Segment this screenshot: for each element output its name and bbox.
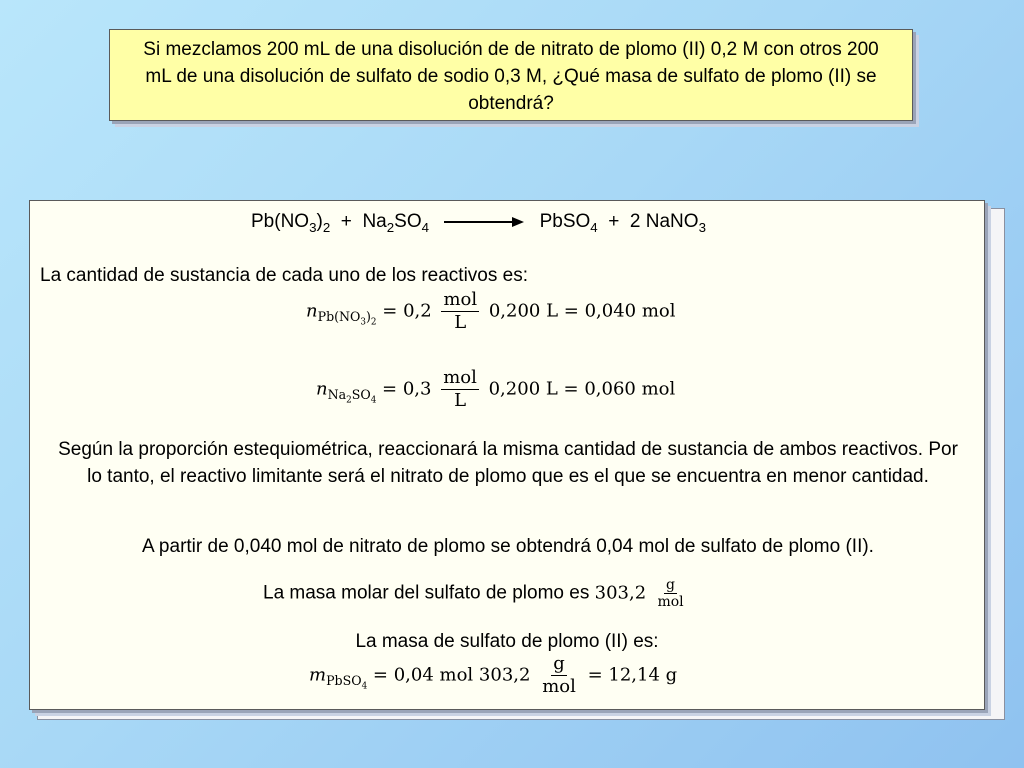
eq2-var: n — [316, 378, 328, 400]
eq2-sub-c: SO — [351, 387, 371, 403]
eq3-frac-den: mol — [542, 676, 576, 697]
eq1-frac-num: mol — [443, 289, 478, 310]
molar-mass-text: La masa molar del sulfato de plomo es — [263, 582, 590, 604]
eq1-fraction — [441, 289, 479, 334]
eq3-sub-a: PbSO — [326, 673, 362, 689]
eq3-sub-b: 4 — [361, 681, 368, 692]
eq1-sub-a: Pb(NO — [317, 309, 361, 325]
reactant2-mid: SO — [394, 211, 422, 232]
eq2-fraction — [441, 367, 479, 412]
reactant1-close: ) — [316, 211, 323, 232]
intro-text: La cantidad de sustancia de cada uno de los reactivos es: — [40, 265, 528, 286]
product-amount-paragraph: A partir de 0,040 mol de nitrato de plomo se obtendrá 0,04 mol de sulfato de plomo (II). — [142, 536, 874, 557]
eq1-result: 0,200 L = 0,040 mol — [488, 300, 676, 322]
reactant1: Pb(NO — [251, 211, 310, 232]
eq2-sub-b: 2 — [346, 395, 352, 406]
molar-mass-frac-num: g — [666, 577, 676, 593]
reactant2-sub2: 4 — [421, 219, 430, 235]
eq2-sub-a: Na — [327, 387, 347, 403]
eq3-fraction — [540, 653, 578, 698]
plus-sign-2: + — [608, 211, 620, 232]
eq1-sub-c: ) — [366, 309, 371, 325]
solution-box — [29, 200, 985, 710]
question-box — [109, 29, 913, 121]
plus-sign: + — [340, 211, 352, 232]
molar-mass-value: 303,2 — [594, 582, 647, 604]
eq1-sub-b: 3 — [360, 317, 366, 328]
mass-intro: La masa de sulfato de plomo (II) es: — [355, 631, 659, 652]
equation-n-na2so4 — [316, 367, 675, 412]
molar-mass-line — [263, 577, 690, 610]
product2: 2 NaNO — [629, 211, 699, 232]
reactant2-sub1: 2 — [386, 219, 395, 235]
reactant1-sub2: 2 — [322, 219, 331, 235]
eq3-middle: = 0,04 mol 303,2 — [372, 664, 531, 686]
question-text: Si mezclamos 200 mL de una disolución de de nitrato de plomo (II) 0,2 M con otros 200 mL de una disolución de sulfato de sodio 0,3 M, ¿Qué masa de sulfato de plomo (II) se obtendrá? — [143, 39, 879, 114]
product1-sub: 4 — [590, 219, 598, 235]
molar-mass-fraction — [655, 577, 685, 610]
product1: PbSO — [539, 211, 591, 232]
reaction-arrow-icon — [442, 215, 526, 229]
eq2-frac-num: mol — [443, 367, 477, 388]
eq2-coef: = 0,3 — [382, 378, 432, 400]
eq1-var: n — [306, 300, 318, 322]
product2-sub: 3 — [698, 219, 706, 235]
molar-mass-frac-den: mol — [657, 594, 684, 610]
eq1-frac-den: L — [454, 312, 467, 333]
equation-mass-pbso4 — [309, 653, 677, 698]
eq2-result: 0,200 L = 0,060 mol — [488, 378, 676, 400]
limiting-reactant-paragraph: Según la proporción estequiométrica, reaccionará la misma cantidad de sustancia de ambos reactivos. Por lo tanto, el reactivo limitante será el nitrato de plomo que es el que se encuentra en menor cantidad. — [58, 439, 958, 487]
reaction-equation — [251, 211, 706, 235]
eq2-frac-den: L — [454, 390, 467, 411]
eq2-sub-d: 4 — [370, 395, 377, 406]
equation-n-pbno3 — [306, 289, 676, 334]
reactant1-sub1: 3 — [309, 219, 317, 235]
reactant2: Na — [362, 211, 387, 232]
eq1-sub-d: 2 — [370, 317, 377, 328]
eq1-coef: = 0,2 — [382, 300, 432, 322]
eq3-frac-num: g — [553, 653, 565, 674]
eq3-var: m — [309, 664, 327, 686]
eq3-result: = 12,14 g — [587, 664, 678, 686]
